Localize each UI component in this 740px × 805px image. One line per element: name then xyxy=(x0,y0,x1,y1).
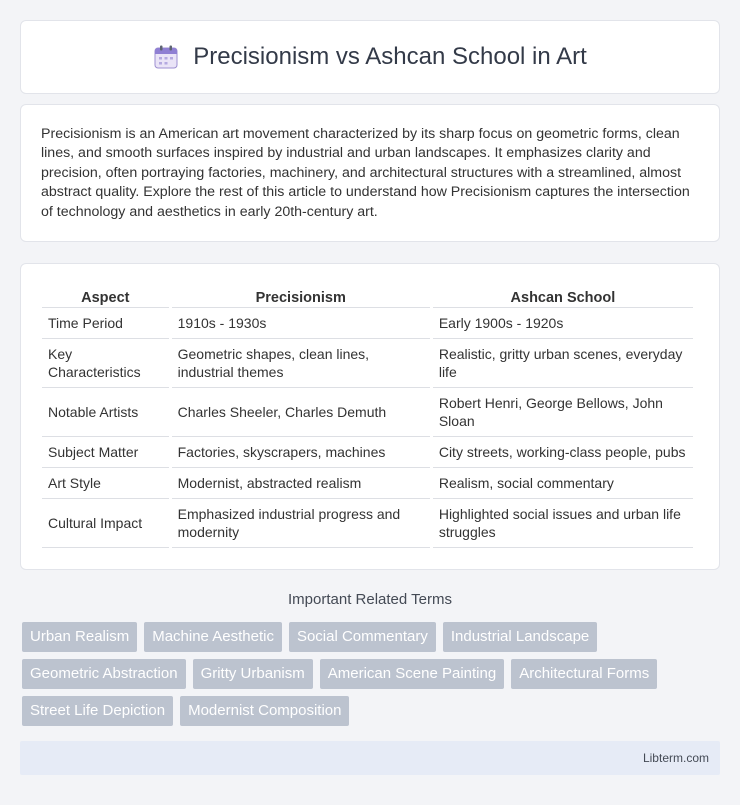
table-cell: City streets, working-class people, pubs xyxy=(433,437,693,468)
page-title: Precisionism vs Ashcan School in Art xyxy=(193,43,587,70)
tag-row xyxy=(22,696,722,726)
table-cell: Geometric shapes, clean lines, industrial themes xyxy=(172,339,430,388)
table-cell: Early 1900s - 1920s xyxy=(433,308,693,339)
tag-row xyxy=(22,622,722,652)
table-cell: Realistic, gritty urban scenes, everyday life xyxy=(433,339,693,388)
table-cell: Time Period xyxy=(42,308,169,339)
table-row xyxy=(42,499,693,548)
comparison-table xyxy=(39,284,696,548)
table-cell: Notable Artists xyxy=(42,388,169,437)
tag-social-commentary[interactable]: Social Commentary xyxy=(289,622,436,652)
column-header-precisionism: Precisionism xyxy=(172,284,430,308)
table-cell: Realism, social commentary xyxy=(433,468,693,499)
tag-architectural-forms[interactable]: Architectural Forms xyxy=(511,659,657,689)
tag-industrial-landscape[interactable]: Industrial Landscape xyxy=(443,622,597,652)
tag-geometric-abstraction[interactable]: Geometric Abstraction xyxy=(22,659,186,689)
table-cell: Highlighted social issues and urban life struggles xyxy=(433,499,693,548)
tag-gritty-urbanism[interactable]: Gritty Urbanism xyxy=(193,659,313,689)
related-terms-list xyxy=(22,622,722,733)
column-header-aspect: Aspect xyxy=(42,284,169,308)
title-card xyxy=(20,20,720,94)
intro-paragraph: Precisionism is an American art movement characterized by its sharp focus on geometric forms, clean lines, and smooth surfaces inspired by industrial and urban landscapes. It emphasizes clarity and precision, often portraying factories, machinery, and architectural structures with a streamlined, almost abstract quality. Explore the rest of this article to understand how Precisionism captures the intersection of technology and aesthetics in early 20th-century art. xyxy=(41,126,690,220)
table-cell: Subject Matter xyxy=(42,437,169,468)
table-row xyxy=(42,437,693,468)
table-cell: Key Characteristics xyxy=(42,339,169,388)
column-header-ashcan: Ashcan School xyxy=(433,284,693,308)
related-terms-heading: Important Related Terms xyxy=(288,591,452,608)
tag-row xyxy=(22,659,722,689)
table-cell: Robert Henri, George Bellows, John Sloan xyxy=(433,388,693,437)
table-row xyxy=(42,339,693,388)
tag-urban-realism[interactable]: Urban Realism xyxy=(22,622,137,652)
footer-site-link[interactable]: Libterm.com xyxy=(642,751,709,765)
table-cell: Emphasized industrial progress and modernity xyxy=(172,499,430,548)
tag-modernist-composition[interactable]: Modernist Composition xyxy=(180,696,349,726)
table-row xyxy=(42,388,693,437)
calendar-icon xyxy=(153,44,179,70)
table-row xyxy=(42,468,693,499)
table-row xyxy=(42,308,693,339)
table-cell: Factories, skyscrapers, machines xyxy=(172,437,430,468)
table-cell: Charles Sheeler, Charles Demuth xyxy=(172,388,430,437)
tag-american-scene-painting[interactable]: American Scene Painting xyxy=(320,659,504,689)
intro-card xyxy=(20,104,720,242)
table-cell: Modernist, abstracted realism xyxy=(172,468,430,499)
title-wrap xyxy=(153,43,587,71)
tag-street-life-depiction[interactable]: Street Life Depiction xyxy=(22,696,173,726)
table-header-row xyxy=(42,284,693,308)
table-cell: Cultural Impact xyxy=(42,499,169,548)
footer xyxy=(20,741,720,775)
tag-machine-aesthetic[interactable]: Machine Aesthetic xyxy=(144,622,282,652)
table-cell: 1910s - 1930s xyxy=(172,308,430,339)
comparison-card xyxy=(20,263,720,570)
table-cell: Art Style xyxy=(42,468,169,499)
